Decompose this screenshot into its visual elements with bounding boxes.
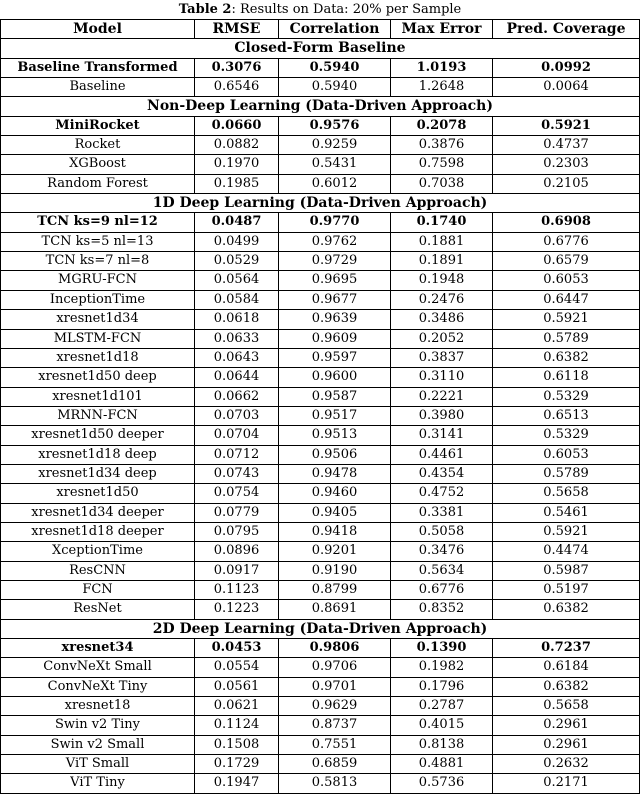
value-cell: 0.0487 (195, 213, 279, 232)
value-cell: 0.9587 (279, 387, 391, 406)
value-cell: 0.3876 (391, 136, 493, 155)
value-cell: 0.4737 (493, 136, 640, 155)
value-cell: 0.9639 (279, 310, 391, 329)
table-caption-label: Table 2 (178, 2, 232, 17)
value-cell: 0.9770 (279, 213, 391, 232)
table-row (1, 561, 640, 580)
table-row (1, 542, 640, 561)
value-cell: 0.0660 (195, 116, 279, 135)
table-row (1, 310, 640, 329)
value-cell: 0.6184 (493, 658, 640, 677)
section-header-row (1, 194, 640, 213)
value-cell: 1.0193 (391, 58, 493, 77)
value-cell: 0.5940 (279, 58, 391, 77)
value-cell: 0.2632 (493, 755, 640, 774)
value-cell: 0.5461 (493, 503, 640, 522)
table-row (1, 522, 640, 541)
value-cell: 0.6546 (195, 78, 279, 97)
value-cell: 0.1223 (195, 600, 279, 619)
value-cell: 0.8737 (279, 716, 391, 735)
model-cell: ResNet (1, 600, 195, 619)
value-cell: 0.9729 (279, 252, 391, 271)
model-cell: xresnet1d34 deeper (1, 503, 195, 522)
table-caption (0, 0, 640, 19)
value-cell: 0.0779 (195, 503, 279, 522)
table-row (1, 271, 640, 290)
section-header-row (1, 619, 640, 638)
value-cell: 0.6012 (279, 174, 391, 193)
table-row (1, 755, 640, 774)
section-title: Non-Deep Learning (Data-Driven Approach) (1, 97, 640, 116)
table-row (1, 406, 640, 425)
value-cell: 0.5921 (493, 116, 640, 135)
model-cell: ViT Tiny (1, 774, 195, 793)
value-cell: 0.0662 (195, 387, 279, 406)
value-cell: 0.1970 (195, 155, 279, 174)
value-cell: 0.0917 (195, 561, 279, 580)
model-cell: Baseline Transformed (1, 58, 195, 77)
value-cell: 0.0644 (195, 368, 279, 387)
section-title: 1D Deep Learning (Data-Driven Approach) (1, 194, 640, 213)
value-cell: 0.2961 (493, 716, 640, 735)
value-cell: 0.0743 (195, 464, 279, 483)
table-row (1, 232, 640, 251)
value-cell: 0.9629 (279, 697, 391, 716)
results-table (0, 19, 640, 794)
value-cell: 0.7038 (391, 174, 493, 193)
value-cell: 0.1881 (391, 232, 493, 251)
model-cell: TCN ks=7 nl=8 (1, 252, 195, 271)
model-cell: ConvNeXt Tiny (1, 677, 195, 696)
value-cell: 0.2078 (391, 116, 493, 135)
section-title: 2D Deep Learning (Data-Driven Approach) (1, 619, 640, 638)
value-cell: 0.0529 (195, 252, 279, 271)
value-cell: 0.9460 (279, 484, 391, 503)
table-row (1, 155, 640, 174)
value-cell: 0.0882 (195, 136, 279, 155)
value-cell: 0.9513 (279, 426, 391, 445)
value-cell: 0.5431 (279, 155, 391, 174)
table-caption-text: : Results on Data: 20% per Sample (231, 2, 462, 17)
value-cell: 0.2303 (493, 155, 640, 174)
table-row (1, 600, 640, 619)
value-cell: 0.1947 (195, 774, 279, 793)
value-cell: 0.2171 (493, 774, 640, 793)
value-cell: 0.3141 (391, 426, 493, 445)
column-header: Model (1, 20, 195, 39)
value-cell: 0.5658 (493, 697, 640, 716)
value-cell: 0.9597 (279, 348, 391, 367)
value-cell: 0.6513 (493, 406, 640, 425)
value-cell: 0.4461 (391, 445, 493, 464)
value-cell: 0.9576 (279, 116, 391, 135)
value-cell: 0.9762 (279, 232, 391, 251)
model-cell: ConvNeXt Small (1, 658, 195, 677)
value-cell: 0.4354 (391, 464, 493, 483)
value-cell: 0.5921 (493, 522, 640, 541)
value-cell: 0.9478 (279, 464, 391, 483)
value-cell: 0.0643 (195, 348, 279, 367)
model-cell: xresnet1d34 (1, 310, 195, 329)
value-cell: 0.0704 (195, 426, 279, 445)
model-cell: ViT Small (1, 755, 195, 774)
value-cell: 0.0561 (195, 677, 279, 696)
value-cell: 0.1796 (391, 677, 493, 696)
value-cell: 0.5789 (493, 329, 640, 348)
value-cell: 0.5329 (493, 387, 640, 406)
value-cell: 0.2105 (493, 174, 640, 193)
table-row (1, 136, 640, 155)
table-row (1, 658, 640, 677)
value-cell: 0.1729 (195, 755, 279, 774)
value-cell: 0.5789 (493, 464, 640, 483)
section-header-row (1, 39, 640, 58)
value-cell: 0.6118 (493, 368, 640, 387)
value-cell: 0.5940 (279, 78, 391, 97)
value-cell: 0.0618 (195, 310, 279, 329)
value-cell: 0.4474 (493, 542, 640, 561)
table-header-row (1, 20, 640, 39)
table-body (1, 39, 640, 793)
model-cell: XceptionTime (1, 542, 195, 561)
value-cell: 0.0584 (195, 290, 279, 309)
value-cell: 0.9609 (279, 329, 391, 348)
model-cell: xresnet1d50 deep (1, 368, 195, 387)
value-cell: 0.5658 (493, 484, 640, 503)
value-cell: 0.3110 (391, 368, 493, 387)
model-cell: xresnet1d18 (1, 348, 195, 367)
value-cell: 0.9517 (279, 406, 391, 425)
value-cell: 0.1740 (391, 213, 493, 232)
value-cell: 0.6053 (493, 271, 640, 290)
value-cell: 0.0453 (195, 639, 279, 658)
table-row (1, 464, 640, 483)
value-cell: 0.1390 (391, 639, 493, 658)
value-cell: 0.9259 (279, 136, 391, 155)
value-cell: 0.0499 (195, 232, 279, 251)
model-cell: ResCNN (1, 561, 195, 580)
value-cell: 0.2476 (391, 290, 493, 309)
value-cell: 0.9506 (279, 445, 391, 464)
value-cell: 0.1985 (195, 174, 279, 193)
value-cell: 0.5736 (391, 774, 493, 793)
model-cell: MiniRocket (1, 116, 195, 135)
value-cell: 0.6382 (493, 600, 640, 619)
table-row (1, 290, 640, 309)
value-cell: 0.0712 (195, 445, 279, 464)
table-row (1, 639, 640, 658)
model-cell: Baseline (1, 78, 195, 97)
model-cell: MGRU-FCN (1, 271, 195, 290)
value-cell: 0.5329 (493, 426, 640, 445)
value-cell: 0.5634 (391, 561, 493, 580)
value-cell: 0.3837 (391, 348, 493, 367)
model-cell: FCN (1, 580, 195, 599)
value-cell: 0.2961 (493, 735, 640, 754)
value-cell: 0.0992 (493, 58, 640, 77)
column-header: Correlation (279, 20, 391, 39)
model-cell: xresnet34 (1, 639, 195, 658)
value-cell: 0.9405 (279, 503, 391, 522)
model-cell: Swin v2 Tiny (1, 716, 195, 735)
section-header-row (1, 97, 640, 116)
value-cell: 0.1948 (391, 271, 493, 290)
value-cell: 0.6776 (391, 580, 493, 599)
value-cell: 0.0064 (493, 78, 640, 97)
value-cell: 0.2221 (391, 387, 493, 406)
value-cell: 0.8799 (279, 580, 391, 599)
model-cell: xresnet1d50 (1, 484, 195, 503)
value-cell: 0.3076 (195, 58, 279, 77)
table-row (1, 58, 640, 77)
model-cell: xresnet1d34 deep (1, 464, 195, 483)
model-cell: InceptionTime (1, 290, 195, 309)
value-cell: 0.6382 (493, 348, 640, 367)
table-row (1, 677, 640, 696)
value-cell: 0.9677 (279, 290, 391, 309)
table-row (1, 774, 640, 793)
model-cell: xresnet1d18 deep (1, 445, 195, 464)
value-cell: 0.1891 (391, 252, 493, 271)
value-cell: 1.2648 (391, 78, 493, 97)
value-cell: 0.9806 (279, 639, 391, 658)
column-header: Pred. Coverage (493, 20, 640, 39)
model-cell: xresnet1d50 deeper (1, 426, 195, 445)
model-cell: TCN ks=9 nl=12 (1, 213, 195, 232)
value-cell: 0.4752 (391, 484, 493, 503)
model-cell: Random Forest (1, 174, 195, 193)
table-row (1, 174, 640, 193)
value-cell: 0.9418 (279, 522, 391, 541)
value-cell: 0.5058 (391, 522, 493, 541)
model-cell: xresnet18 (1, 697, 195, 716)
table-row (1, 580, 640, 599)
value-cell: 0.9190 (279, 561, 391, 580)
value-cell: 0.1123 (195, 580, 279, 599)
value-cell: 0.0621 (195, 697, 279, 716)
value-cell: 0.6908 (493, 213, 640, 232)
value-cell: 0.0703 (195, 406, 279, 425)
table-row (1, 503, 640, 522)
value-cell: 0.4015 (391, 716, 493, 735)
table-row (1, 387, 640, 406)
value-cell: 0.4881 (391, 755, 493, 774)
value-cell: 0.1124 (195, 716, 279, 735)
value-cell: 0.9695 (279, 271, 391, 290)
value-cell: 0.1982 (391, 658, 493, 677)
table-row (1, 78, 640, 97)
value-cell: 0.2052 (391, 329, 493, 348)
value-cell: 0.6053 (493, 445, 640, 464)
value-cell: 0.5813 (279, 774, 391, 793)
value-cell: 0.9201 (279, 542, 391, 561)
table-row (1, 426, 640, 445)
value-cell: 0.8352 (391, 600, 493, 619)
model-cell: MRNN-FCN (1, 406, 195, 425)
value-cell: 0.1508 (195, 735, 279, 754)
value-cell: 0.6776 (493, 232, 640, 251)
value-cell: 0.8138 (391, 735, 493, 754)
value-cell: 0.5921 (493, 310, 640, 329)
value-cell: 0.0754 (195, 484, 279, 503)
value-cell: 0.0554 (195, 658, 279, 677)
value-cell: 0.6859 (279, 755, 391, 774)
value-cell: 0.6382 (493, 677, 640, 696)
value-cell: 0.6447 (493, 290, 640, 309)
value-cell: 0.2787 (391, 697, 493, 716)
column-header: Max Error (391, 20, 493, 39)
value-cell: 0.0633 (195, 329, 279, 348)
model-cell: MLSTM-FCN (1, 329, 195, 348)
table-row (1, 697, 640, 716)
model-cell: xresnet1d18 deeper (1, 522, 195, 541)
table-row (1, 716, 640, 735)
value-cell: 0.3381 (391, 503, 493, 522)
table-row (1, 252, 640, 271)
value-cell: 0.5197 (493, 580, 640, 599)
value-cell: 0.7237 (493, 639, 640, 658)
value-cell: 0.3980 (391, 406, 493, 425)
value-cell: 0.7551 (279, 735, 391, 754)
value-cell: 0.5987 (493, 561, 640, 580)
value-cell: 0.6579 (493, 252, 640, 271)
value-cell: 0.8691 (279, 600, 391, 619)
value-cell: 0.0795 (195, 522, 279, 541)
table-row (1, 445, 640, 464)
table-row (1, 735, 640, 754)
model-cell: TCN ks=5 nl=13 (1, 232, 195, 251)
table-row (1, 368, 640, 387)
value-cell: 0.0564 (195, 271, 279, 290)
model-cell: Rocket (1, 136, 195, 155)
value-cell: 0.3476 (391, 542, 493, 561)
column-header: RMSE (195, 20, 279, 39)
model-cell: xresnet1d101 (1, 387, 195, 406)
table-row (1, 213, 640, 232)
model-cell: XGBoost (1, 155, 195, 174)
table-row (1, 484, 640, 503)
value-cell: 0.7598 (391, 155, 493, 174)
value-cell: 0.0896 (195, 542, 279, 561)
value-cell: 0.9600 (279, 368, 391, 387)
model-cell: Swin v2 Small (1, 735, 195, 754)
table-row (1, 329, 640, 348)
value-cell: 0.9706 (279, 658, 391, 677)
table-row (1, 116, 640, 135)
value-cell: 0.9701 (279, 677, 391, 696)
section-title: Closed-Form Baseline (1, 39, 640, 58)
table-row (1, 348, 640, 367)
value-cell: 0.3486 (391, 310, 493, 329)
